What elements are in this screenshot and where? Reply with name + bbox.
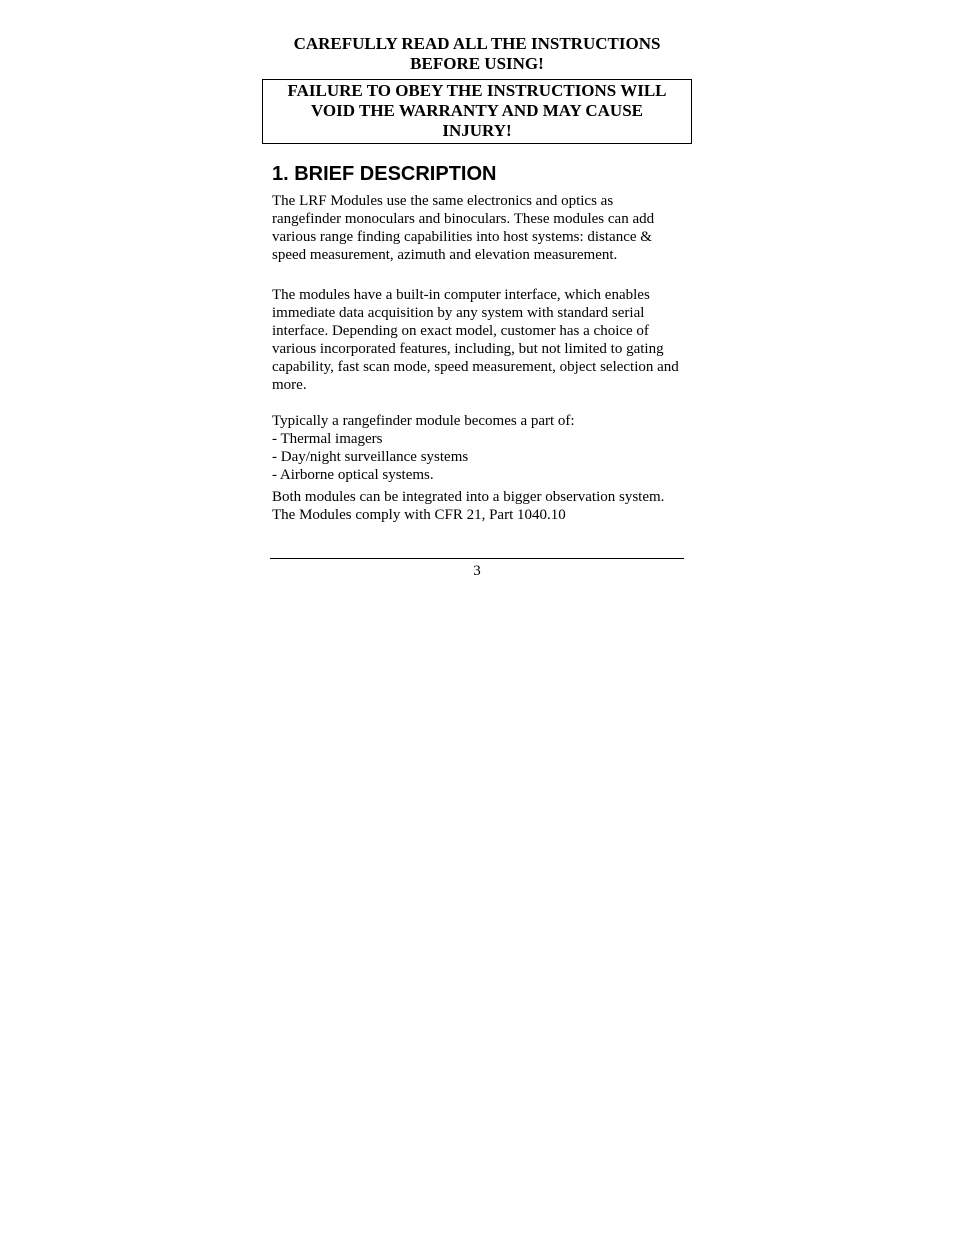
paragraph-3 — [272, 488, 686, 524]
list-item: - Airborne optical systems. — [272, 467, 434, 483]
section-body — [272, 192, 686, 524]
caution-line-2: BEFORE USING! — [410, 54, 544, 73]
caution-notice — [262, 34, 692, 74]
page-number: 3 — [473, 563, 481, 579]
section-heading: 1. BRIEF DESCRIPTION — [272, 163, 497, 185]
caution-line-1: CAREFULLY READ ALL THE INSTRUCTIONS — [293, 34, 661, 53]
list-item: - Thermal imagers — [272, 431, 383, 447]
paragraph-3-line-1: Both modules can be integrated into a bigger observation system. — [272, 489, 665, 505]
paragraph-2: The modules have a built-in computer interface, which enables immediate data acquisition by any system with standard serial interface. Depending on exact model, customer has a choice of various incorporated features, including, but not limited to gating capability, fast scan mode, speed measurement, object selection and more. — [272, 287, 679, 393]
paragraph-1: The LRF Modules use the same electronics and optics as rangefinder monoculars and binoculars. These modules can add various range finding capabilities into host systems: distance & speed measurement, azimuth and elevation measurement. — [272, 193, 655, 263]
warning-line-3: INJURY! — [442, 121, 512, 140]
warning-line-2: VOID THE WARRANTY AND MAY CAUSE — [311, 101, 643, 120]
paragraph-3-line-2: The Modules comply with CFR 21, Part 1040.10 — [272, 507, 566, 523]
list-item: - Day/night surveillance systems — [272, 449, 469, 465]
list-intro: Typically a rangefinder module becomes a part of: — [272, 413, 575, 429]
footer-divider — [270, 558, 684, 559]
document-page — [262, 34, 692, 524]
warning-box — [262, 79, 692, 144]
warning-line-1: FAILURE TO OBEY THE INSTRUCTIONS WILL — [287, 81, 667, 100]
integration-list — [272, 430, 686, 484]
